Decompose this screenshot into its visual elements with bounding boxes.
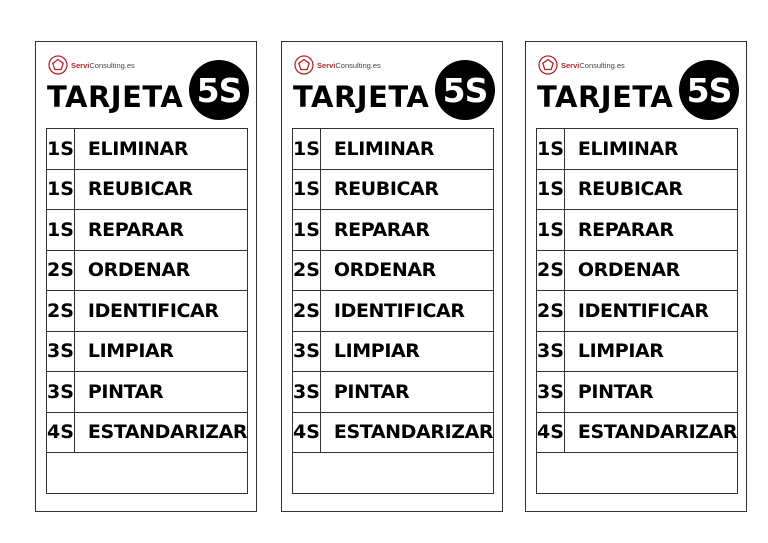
row-label: LIMPIAR <box>74 331 247 372</box>
row-code: 3S <box>293 372 321 413</box>
row-label: REUBICAR <box>74 169 247 210</box>
pentagon-logo-icon <box>538 55 558 75</box>
row-label: REUBICAR <box>320 169 493 210</box>
table-row <box>537 210 738 251</box>
pentagon-logo-icon <box>48 55 68 75</box>
row-label: IDENTIFICAR <box>320 291 493 332</box>
row-code: 2S <box>537 250 565 291</box>
tarjeta-table <box>46 128 248 494</box>
row-code: 1S <box>47 210 75 251</box>
row-code: 1S <box>537 169 565 210</box>
row-label: REPARAR <box>320 210 493 251</box>
tarjeta-card-2 <box>281 41 503 512</box>
table-row <box>293 250 494 291</box>
tarjeta-card-3 <box>525 41 747 512</box>
table-row <box>47 129 248 170</box>
row-label: ORDENAR <box>320 250 493 291</box>
row-label: IDENTIFICAR <box>564 291 737 332</box>
tarjeta-table <box>536 128 738 494</box>
blank-cell <box>293 453 494 494</box>
row-label: LIMPIAR <box>320 331 493 372</box>
row-label: IDENTIFICAR <box>74 291 247 332</box>
card-title: TARJETA <box>293 80 430 114</box>
row-label: ORDENAR <box>74 250 247 291</box>
row-code: 3S <box>537 372 565 413</box>
table-row <box>537 291 738 332</box>
table-row <box>537 129 738 170</box>
row-code: 3S <box>47 372 75 413</box>
blank-cell <box>47 453 248 494</box>
row-label: REUBICAR <box>564 169 737 210</box>
table-row <box>47 210 248 251</box>
brand-name: ServiConsulting.es <box>561 60 625 70</box>
table-row <box>293 291 494 332</box>
row-code: 4S <box>537 412 565 453</box>
5s-badge: 5S <box>189 60 249 120</box>
5s-badge: 5S <box>435 60 495 120</box>
table-row <box>537 169 738 210</box>
table-row <box>47 250 248 291</box>
row-code: 1S <box>47 129 75 170</box>
row-code: 4S <box>47 412 75 453</box>
row-code: 2S <box>293 291 321 332</box>
row-label: ELIMINAR <box>74 129 247 170</box>
row-label: PINTAR <box>74 372 247 413</box>
row-code: 1S <box>537 129 565 170</box>
row-label: ESTANDARIZAR <box>320 412 493 453</box>
row-code: 1S <box>293 169 321 210</box>
row-code: 3S <box>537 331 565 372</box>
row-label: LIMPIAR <box>564 331 737 372</box>
table-row <box>537 372 738 413</box>
table-row <box>293 169 494 210</box>
row-code: 1S <box>47 169 75 210</box>
row-label: ELIMINAR <box>564 129 737 170</box>
brand-name: ServiConsulting.es <box>317 60 381 70</box>
table-row <box>47 291 248 332</box>
blank-row <box>47 453 248 494</box>
table-row <box>537 331 738 372</box>
pentagon-logo-icon <box>294 55 314 75</box>
table-row <box>293 412 494 453</box>
row-code: 2S <box>47 291 75 332</box>
table-row <box>293 331 494 372</box>
row-code: 4S <box>293 412 321 453</box>
row-label: ESTANDARIZAR <box>74 412 247 453</box>
table-row <box>293 129 494 170</box>
brand-logo <box>48 54 135 76</box>
5s-badge: 5S <box>679 60 739 120</box>
row-label: PINTAR <box>320 372 493 413</box>
row-label: REPARAR <box>74 210 247 251</box>
tarjeta-table <box>292 128 494 494</box>
table-row <box>47 331 248 372</box>
table-row <box>47 169 248 210</box>
row-label: ELIMINAR <box>320 129 493 170</box>
row-code: 1S <box>537 210 565 251</box>
row-code: 1S <box>293 210 321 251</box>
row-label: PINTAR <box>564 372 737 413</box>
table-row <box>47 412 248 453</box>
row-code: 3S <box>293 331 321 372</box>
table-row <box>537 250 738 291</box>
blank-row <box>293 453 494 494</box>
table-row <box>293 210 494 251</box>
row-label: ORDENAR <box>564 250 737 291</box>
blank-row <box>537 453 738 494</box>
card-title: TARJETA <box>537 80 674 114</box>
brand-name: ServiConsulting.es <box>71 60 135 70</box>
brand-logo <box>294 54 381 76</box>
row-code: 2S <box>293 250 321 291</box>
table-row <box>293 372 494 413</box>
row-code: 2S <box>47 250 75 291</box>
row-code: 2S <box>537 291 565 332</box>
row-label: REPARAR <box>564 210 737 251</box>
card-title: TARJETA <box>47 80 184 114</box>
row-code: 1S <box>293 129 321 170</box>
row-code: 3S <box>47 331 75 372</box>
brand-logo <box>538 54 625 76</box>
table-row <box>537 412 738 453</box>
row-label: ESTANDARIZAR <box>564 412 737 453</box>
table-row <box>47 372 248 413</box>
blank-cell <box>537 453 738 494</box>
tarjeta-card-1 <box>35 41 257 512</box>
